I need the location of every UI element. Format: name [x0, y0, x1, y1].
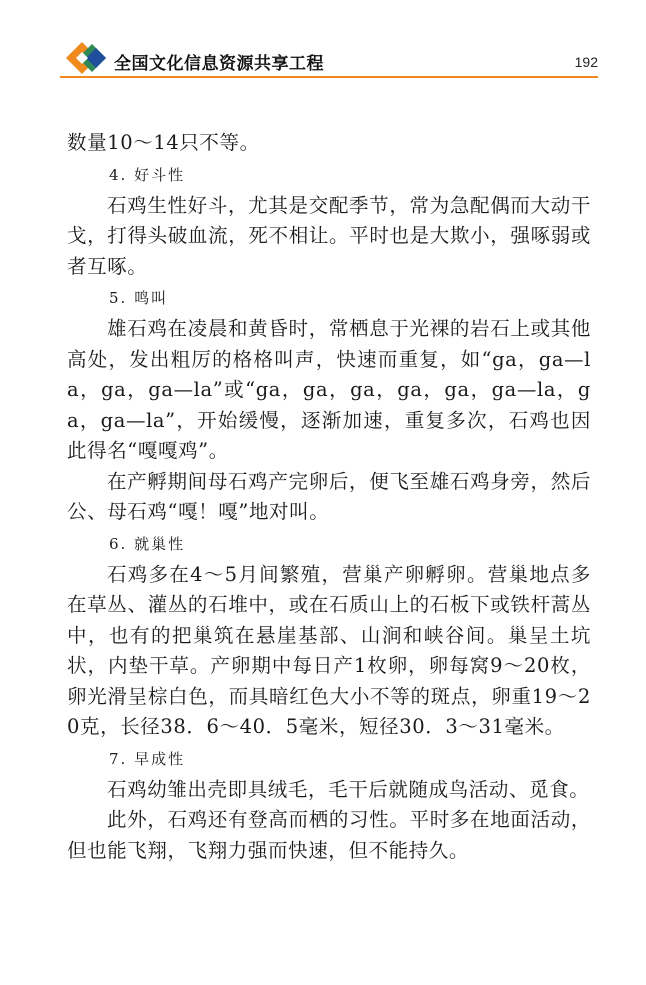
header-divider [60, 76, 598, 78]
paragraph-precocial: 石鸡幼雏出壳即具绒毛，毛干后就随成鸟活动、觅食。 [107, 777, 590, 801]
paragraph-perching: 此外，石鸡还有登高而栖的习性。平时多在地面活动，但也能飞翔，飞翔力强而快速，但不能持久。 [67, 808, 591, 862]
project-logo-icon [64, 40, 112, 76]
paragraph-nesting: 石鸡多在4～5月间繁殖，营巢产卵孵卵。营巢地点多在草丛、灌丛的石堆中，或在石质山上的石板下或铁杆蒿丛中，也有的把巢筑在悬崖基部、山涧和峡谷间。巢呈土坑状，内垫干草。产卵期中每日产1枚卵，卵每窝9～20枚，卵光滑呈棕白色，而具暗红色大小不等的斑点，卵重19～20克，长径38．6～40．5毫米，短径30．3～31毫米。 [67, 562, 591, 738]
section-heading-aggressiveness: 4. 好斗性 [109, 165, 186, 184]
section-heading-nesting: 6. 就巢性 [109, 534, 186, 553]
page-number: 192 [574, 54, 598, 70]
paragraph-calling-duet: 在产孵期间母石鸡产完卵后，便飞至雄石鸡身旁，然后公、母石鸡“嘎！嘎”地对叫。 [67, 469, 591, 523]
paragraph-calling: 雄石鸡在凌晨和黄昏时，常栖息于光裸的岩石上或其他高处，发出粗厉的格格叫声，快速而重复，如“ga，ga—la，ga，ga—la”或“ga，ga，ga，ga，ga，ga—la，ga，ga—la”，开始缓慢，逐渐加速，重复多次，石鸡也因此得名“嘎嘎鸡”。 [67, 317, 591, 462]
paragraph-aggressiveness: 石鸡生性好斗，尤其是交配季节，常为急配偶而大动干戈，打得头破血流，死不相让。平时也是大欺小，强啄弱或者互啄。 [67, 193, 591, 278]
header-title: 全国文化信息资源共享工程 [114, 54, 324, 74]
paragraph-continued: 数量10～14只不等。 [67, 131, 260, 154]
section-heading-calling: 5. 鸣叫 [109, 289, 169, 307]
section-heading-precocial: 7. 早成性 [109, 749, 186, 768]
page-header [0, 0, 646, 80]
page-body [67, 128, 591, 866]
